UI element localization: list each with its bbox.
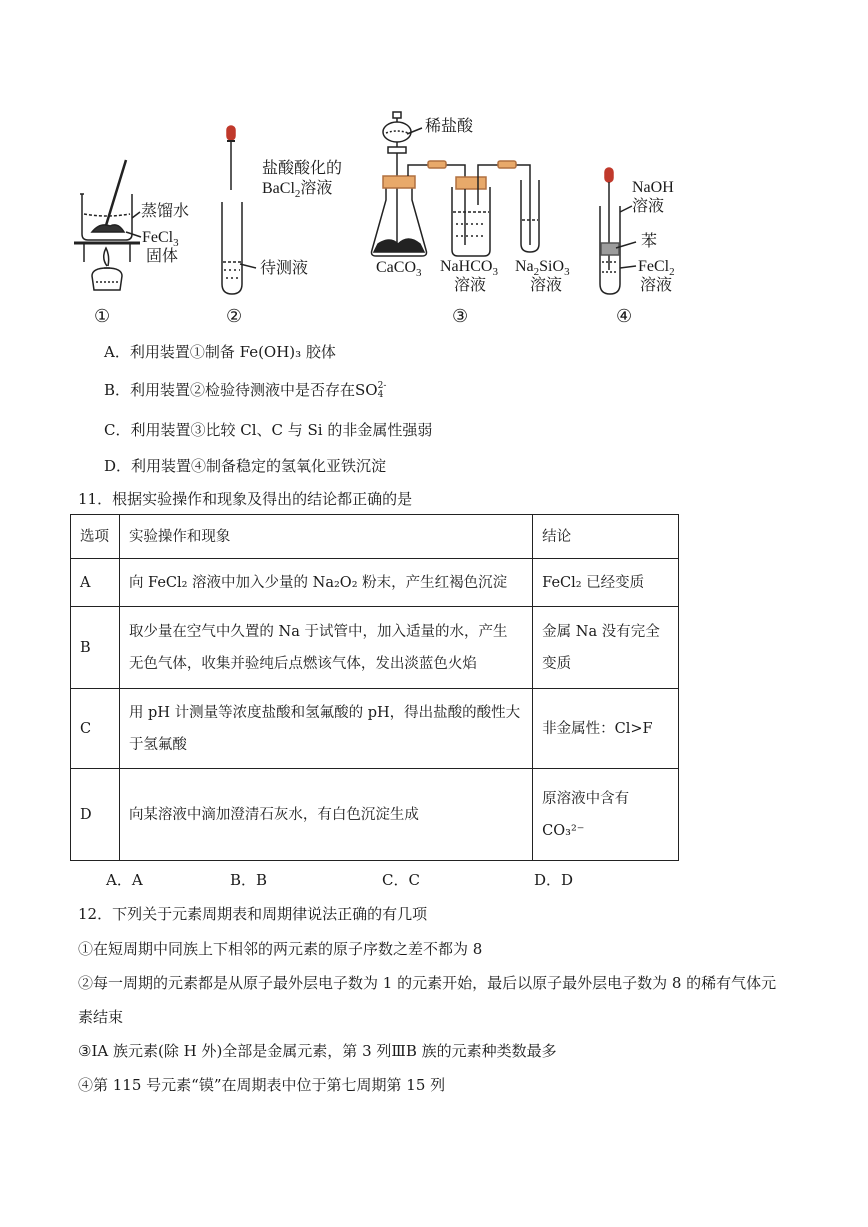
label-test-liquid: 待测液 — [260, 260, 309, 277]
table-row — [71, 607, 679, 689]
label-fecl3: FeCl$_3$ — [142, 229, 179, 249]
conclusion-line: 原溶液中含有 — [542, 790, 630, 807]
sulfate-ion: SO 2- 4 — [355, 381, 387, 400]
q12-item-1: ①在短周期中同族上下相邻的两元素的原子序数之差不都为 8 — [78, 940, 483, 958]
label-naoh-solution: 溶液 — [632, 198, 665, 215]
apparatus-2 — [222, 126, 242, 294]
q12-title: 12．下列关于元素周期表和周期律说法正确的有几项 — [78, 905, 428, 923]
label-caco3: CaCO$_3$ — [376, 259, 422, 279]
apparatus-drawing — [0, 0, 868, 335]
table-row — [71, 689, 679, 769]
conclusion-line: 非金属性：Cl>F — [542, 720, 653, 737]
operation-line: 取少量在空气中久置的 Na 于试管中，加入适量的水，产生 — [128, 623, 508, 640]
label-benzene: 苯 — [641, 233, 658, 250]
header-operation: 实验操作和现象 — [119, 515, 532, 559]
row-operation — [119, 607, 532, 689]
label-nahco3: NaHCO$_3$ — [440, 258, 498, 278]
q11-answer-a: A．A — [106, 871, 143, 889]
row-conclusion — [533, 607, 679, 689]
row-conclusion — [533, 769, 679, 861]
q10-option-c: C．利用装置③比较 Cl、C 与 Si 的非金属性强弱 — [104, 421, 433, 439]
q11-table — [70, 514, 679, 861]
apparatus-1 — [74, 160, 140, 290]
label-nahco3-solution: 溶液 — [454, 277, 487, 294]
operation-line: 向某溶液中滴加澄清石灰水，有白色沉淀生成 — [128, 806, 419, 823]
apparatus-4 — [600, 168, 636, 294]
q10-option-d: D．利用装置④制备稳定的氢氧化亚铁沉淀 — [104, 457, 387, 475]
table-header-row — [71, 515, 679, 559]
q11-answer-b: B．B — [230, 871, 268, 889]
q10-option-b: B．利用装置②检验待测液中是否存在SO 2- 4 — [104, 381, 387, 400]
table-row — [71, 559, 679, 607]
label-naoh: NaOH — [632, 179, 674, 196]
operation-line: 于氢氟酸 — [128, 736, 187, 753]
row-option: D — [71, 769, 120, 861]
q12-item-3: ③IA 族元素(除 H 外)全部是金属元素，第 3 列ⅢB 族的元素种类数最多 — [78, 1042, 557, 1060]
label-na2sio3: $Na_2SiO_3$ — [515, 258, 570, 278]
header-option: 选项 — [71, 515, 120, 559]
conclusion-line: 变质 — [542, 655, 572, 672]
row-option: B — [71, 607, 120, 689]
row-operation — [119, 769, 532, 861]
q12-item-2-cont: 素结束 — [78, 1008, 124, 1026]
row-operation — [119, 689, 532, 769]
label-fecl2-solution: 溶液 — [640, 277, 673, 294]
conclusion-line: FeCl₂ 已经变质 — [542, 574, 645, 591]
label-fecl2: FeCl$_2$ — [638, 258, 675, 278]
q11-title: 11．根据实验操作和现象及得出的结论都正确的是 — [78, 490, 413, 508]
operation-line: 向 FeCl₂ 溶液中加入少量的 Na₂O₂ 粉末，产生红褐色沉淀 — [128, 574, 508, 591]
operation-line: 用 pH 计测量等浓度盐酸和氢氟酸的 pH，得出盐酸的酸性大 — [128, 704, 521, 721]
operation-line: 无色气体，收集并验纯后点燃该气体，发出淡蓝色火焰 — [128, 655, 477, 672]
figure-number-3: ③ — [452, 306, 469, 327]
row-option: A — [71, 559, 120, 607]
figure-number-4: ④ — [616, 306, 633, 327]
q11-answer-d: D．D — [534, 871, 574, 889]
row-operation — [119, 559, 532, 607]
row-option: C — [71, 689, 120, 769]
conclusion-line: CO₃²⁻ — [542, 822, 585, 839]
apparatus-figure — [0, 0, 868, 335]
row-conclusion — [533, 689, 679, 769]
figure-number-1: ① — [94, 306, 111, 327]
row-conclusion — [533, 559, 679, 607]
conclusion-line: 金属 Na 没有完全 — [542, 623, 660, 640]
label-bacl2: BaCl$_2$溶液 — [262, 180, 333, 200]
label-acidified: 盐酸酸化的 — [262, 160, 343, 177]
q12-item-4: ④第 115 号元素“镆”在周期表中位于第七周期第 15 列 — [78, 1076, 446, 1094]
header-conclusion: 结论 — [533, 515, 679, 559]
label-dilute-hcl: 稀盐酸 — [425, 118, 474, 135]
label-na2sio3-solution: 溶液 — [530, 277, 563, 294]
label-water: 蒸馏水 — [141, 203, 190, 220]
table-row — [71, 769, 679, 861]
q11-answer-c: C．C — [382, 871, 420, 889]
figure-number-2: ② — [226, 306, 243, 327]
label-solid: 固体 — [146, 248, 179, 265]
q10-option-a: A．利用装置①制备 Fe(OH)₃ 胶体 — [104, 343, 336, 361]
q12-item-2: ②每一周期的元素都是从原子最外层电子数为 1 的元素开始，最后以原子最外层电子数为 8 的稀有气体元 — [78, 974, 777, 992]
